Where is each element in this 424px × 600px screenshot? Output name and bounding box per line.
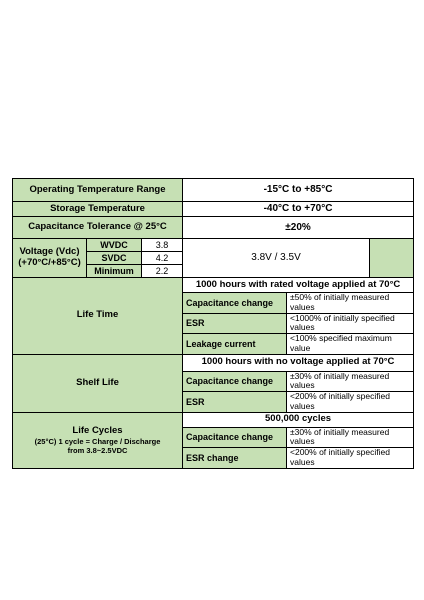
life-cycles-item-name: Capacitance change	[183, 427, 287, 448]
life-cycles-item-value: <200% of initially specified values	[287, 448, 414, 469]
specifications-table	[12, 178, 414, 469]
life-time-item-name: Capacitance change	[183, 293, 287, 314]
life-time-label: Life Time	[13, 278, 183, 355]
life-cycles-label: Life Cycles	[72, 424, 123, 436]
shelf-life-label: Shelf Life	[13, 354, 183, 412]
shelf-life-item-name: Capacitance change	[183, 371, 287, 392]
shelf-life-condition: 1000 hours with no voltage applied at 70°C	[183, 354, 414, 371]
life-time-item-name: Leakage current	[183, 334, 287, 355]
capacitance-tolerance-label: Capacitance Tolerance @ 25°C	[13, 217, 183, 239]
shelf-life-item-name: ESR	[183, 392, 287, 413]
capacitance-tolerance-value: ±20%	[183, 217, 414, 239]
life-time-item-name: ESR	[183, 313, 287, 334]
life-cycles-item-name: ESR change	[183, 448, 287, 469]
storage-temperature-value: -40°C to +70°C	[183, 202, 414, 217]
life-cycles-item-value: ±30% of initially measured values	[287, 427, 414, 448]
capacitance-tolerance-row	[13, 217, 414, 239]
shelf-life-header-row	[13, 354, 414, 371]
voltage-sub-value: 4.2	[142, 252, 183, 265]
voltage-rating: 3.8V / 3.5V	[183, 239, 370, 278]
life-time-condition: 1000 hours with rated voltage applied at 70°C	[183, 278, 414, 293]
life-cycles-note-line2: from 3.8~2.5VDC	[67, 445, 128, 455]
voltage-row-wvdc	[13, 239, 414, 252]
voltage-sub-name: Minimum	[87, 265, 142, 278]
life-cycles-condition: 500,000 cycles	[183, 412, 414, 427]
life-cycles-label-cell	[13, 412, 183, 468]
voltage-blank-cell	[370, 239, 414, 278]
operating-temperature-value: -15°C to +85°C	[183, 179, 414, 202]
voltage-label	[13, 239, 87, 278]
storage-temperature-label: Storage Temperature	[13, 202, 183, 217]
voltage-label-line2: (+70°C/+85°C)	[18, 257, 81, 268]
shelf-life-item-value: ±30% of initially measured values	[287, 371, 414, 392]
life-time-header-row	[13, 278, 414, 293]
voltage-sub-value: 3.8	[142, 239, 183, 252]
life-time-item-value: ±50% of initially measured values	[287, 293, 414, 314]
operating-temperature-row	[13, 179, 414, 202]
shelf-life-item-value: <200% of initially specified values	[287, 392, 414, 413]
storage-temperature-row	[13, 202, 414, 217]
voltage-sub-name: SVDC	[87, 252, 142, 265]
operating-temperature-label: Operating Temperature Range	[13, 179, 183, 202]
voltage-sub-value: 2.2	[142, 265, 183, 278]
life-time-item-value: <1000% of initially specified values	[287, 313, 414, 334]
life-cycles-note-line1: (25°C) 1 cycle = Charge / Discharge	[34, 436, 161, 446]
voltage-label-line1: Voltage (Vdc)	[19, 246, 80, 258]
life-cycles-header-row	[13, 412, 414, 427]
life-time-item-value: <100% specified maximum value	[287, 334, 414, 355]
voltage-sub-name: WVDC	[87, 239, 142, 252]
